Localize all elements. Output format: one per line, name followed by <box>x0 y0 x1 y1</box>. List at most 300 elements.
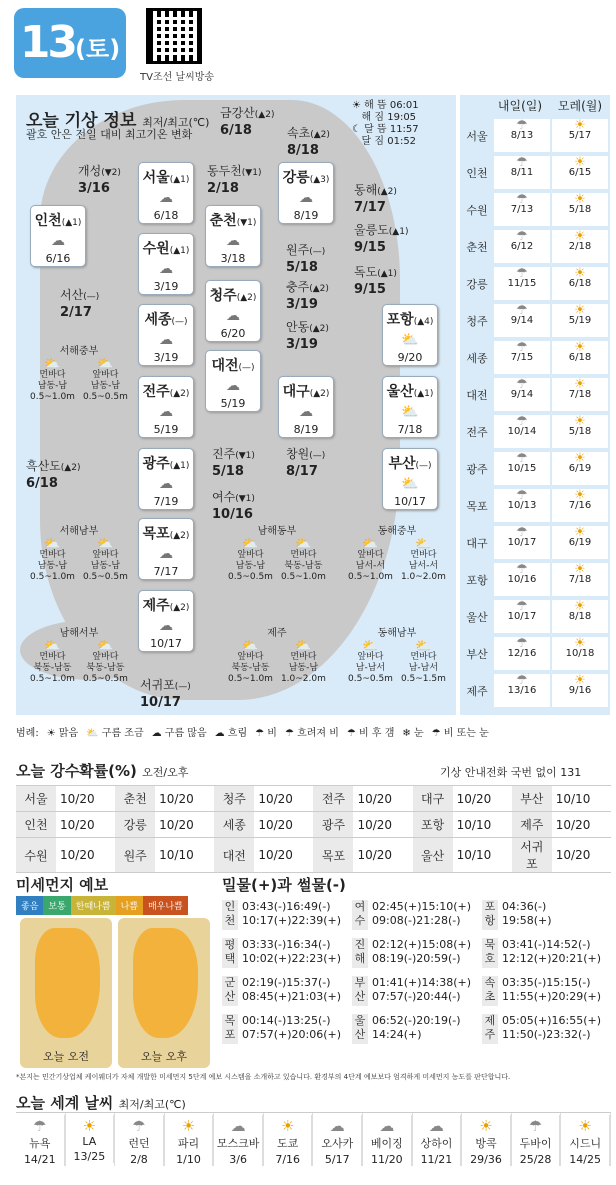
qr-caption: TV조선 날씨방송 <box>140 72 215 83</box>
forecast-temp: 10/16 <box>507 574 537 585</box>
world-city-name: 모스크바 <box>214 1133 263 1151</box>
precip-city: 원주 <box>115 838 155 873</box>
rain-icon: ☂ <box>516 636 528 651</box>
temp-change: (—) <box>309 451 326 461</box>
city-label-temp: 2/18 <box>207 181 239 196</box>
tide-times <box>372 900 471 928</box>
precip-value: 10/20 <box>254 812 313 838</box>
sea-title: 남해동부 <box>257 526 297 537</box>
forecast-city: 춘천 <box>466 240 488 254</box>
temp-change: (▲3) <box>309 175 330 185</box>
cloud-icon: ☁ <box>159 618 173 634</box>
tide-city-1: 부 <box>354 976 366 989</box>
sea-col <box>30 359 75 403</box>
city-card-temp: 3/19 <box>153 280 179 293</box>
tide-city <box>482 900 498 930</box>
sea-wave: 0.5~1.0m <box>280 572 326 582</box>
world-city-name: 방콕 <box>462 1133 511 1151</box>
city-card-temp: 10/17 <box>394 495 426 508</box>
temp-change: (▲2) <box>169 531 190 541</box>
forecast-cell <box>552 378 608 411</box>
tide-city <box>482 938 498 968</box>
sea-col <box>281 641 326 685</box>
city-card <box>138 162 194 224</box>
city-card-name: 목포(▲2) <box>142 526 190 542</box>
tide-city-1: 여 <box>354 900 366 913</box>
cloud-icon: ☁ <box>159 261 173 277</box>
forecast-temp: 9/14 <box>510 389 534 400</box>
city-label-name: 창원(—) <box>286 447 326 461</box>
dust-map-pm: 오늘 오후 <box>118 918 210 1068</box>
rain-icon: ☂ <box>516 488 528 503</box>
temp-change: (▲2) <box>309 324 329 334</box>
sun-icon: ☀ <box>574 340 586 355</box>
tide-times <box>242 900 341 928</box>
forecast-row <box>462 192 608 227</box>
city-label <box>60 288 99 320</box>
cloud-icon: ☁ <box>51 233 65 249</box>
world-city-name: 두바이 <box>512 1133 561 1151</box>
forecast-temp: 8/11 <box>510 167 534 178</box>
forecast-row <box>462 266 608 301</box>
world-city-temp: 3/6 <box>214 1151 263 1166</box>
temp-change: (—) <box>83 292 100 302</box>
tide-city <box>222 938 238 968</box>
tide-times <box>242 1014 341 1042</box>
precip-city: 부산 <box>512 786 552 812</box>
partly-cloudy-icon: ⛅ <box>415 537 432 552</box>
city-card-temp: 6/18 <box>153 209 179 222</box>
sea-wind: 북동-남동 <box>33 663 72 673</box>
partly-cloudy-icon: ⛅ <box>362 639 379 654</box>
city-label <box>286 320 329 352</box>
forecast-cell <box>494 304 550 337</box>
rain-icon: ☂ <box>516 599 528 614</box>
forecast-temp: 7/18 <box>568 574 592 585</box>
forecast-city: 울산 <box>466 610 488 624</box>
sea-col <box>228 641 273 685</box>
sea-zone: 앞바다 <box>357 652 384 662</box>
sea-zone: 앞바다 <box>92 550 119 560</box>
temp-change: (▲2) <box>254 110 275 120</box>
forecast-cell <box>552 452 608 485</box>
legend-item: ☂ 비 또는 눈 <box>431 728 489 739</box>
rain-icon: ☂ <box>16 1115 65 1133</box>
forecast-row <box>462 303 608 338</box>
cloud-icon: ☁ <box>159 476 173 492</box>
tide-times <box>372 938 471 966</box>
tide-city-1: 울 <box>354 1014 366 1027</box>
tide-line-1: 01:41(+)14:38(+) <box>372 976 471 989</box>
city-label-name: 독도(▲1) <box>354 265 397 279</box>
legend-item: ☀ 맑음 <box>46 728 79 739</box>
forecast-row <box>462 340 608 375</box>
city-card-name: 부산(—) <box>388 456 432 472</box>
sea-wind: 남동-남 <box>37 381 68 391</box>
sea-wave: 0.5~0.5m <box>82 572 128 582</box>
city-card <box>278 376 334 438</box>
city-label <box>354 183 397 215</box>
tide-times <box>372 976 471 1004</box>
world-weather <box>16 1112 611 1166</box>
sea-block <box>30 628 128 685</box>
tide-city-2: 산 <box>354 1028 366 1041</box>
precip-city: 서울 <box>16 786 56 812</box>
forecast-temp: 11/15 <box>507 278 537 289</box>
tide-title: 밀물(+)과 썰물(-) <box>222 876 346 894</box>
rain-icon: ☂ <box>516 451 528 466</box>
forecast-temp: 8/18 <box>568 611 592 622</box>
forecast-city: 광주 <box>466 462 488 476</box>
city-label-name: 여수(▼1) <box>212 490 255 504</box>
sea-row <box>348 641 446 685</box>
tide-line-1: 04:36(-) <box>502 900 547 913</box>
tide-city <box>482 976 498 1006</box>
tide-city-1: 묵 <box>484 938 496 951</box>
world-city <box>413 1113 463 1166</box>
sea-wave: 0.5~1.0m <box>30 392 75 402</box>
world-city <box>16 1113 66 1166</box>
precip-city: 수원 <box>16 838 56 873</box>
temp-change: (▲1) <box>169 461 190 471</box>
tide-line-2: 08:45(+)21:03(+) <box>242 990 341 1003</box>
forecast-row <box>462 673 608 708</box>
temp-change: (▲2) <box>169 603 190 613</box>
sun-icon: ☀ <box>574 377 586 392</box>
footnote: *본지는 민간기상업체 케이웨더가 자체 개발한 미세먼지 5단계 예보 시스템을 소개하고 있습니다. 환경부의 4단계 예보보다 엄격하게 미세먼지 농도를 판단합니다. <box>16 1073 511 1081</box>
city-card-temp: 8/19 <box>293 423 319 436</box>
tide-city-2: 해 <box>354 952 366 965</box>
forecast-temp: 6/12 <box>510 241 534 252</box>
forecast-cell <box>552 563 608 596</box>
precip-value: 10/20 <box>155 812 214 838</box>
forecast-temp: 7/13 <box>510 204 534 215</box>
sea-wave: 0.5~1.0m <box>228 674 273 684</box>
tide-times <box>502 938 601 966</box>
precip-row <box>16 838 611 873</box>
city-label-name: 충주(▲2) <box>286 280 329 294</box>
forecast-temp: 6/18 <box>568 352 592 363</box>
date-weekday: (토) <box>75 35 121 63</box>
sea-wind: 남동-남 <box>288 663 319 673</box>
cloud-icon: ☁ <box>214 1115 263 1133</box>
partly-cloudy-icon: ⛅ <box>401 404 419 420</box>
forecast-cell <box>494 119 550 152</box>
temp-change: (—) <box>309 247 326 257</box>
city-card <box>138 233 194 295</box>
sea-block <box>228 628 326 685</box>
sun-icon: ☀ <box>574 229 586 244</box>
tide-city-2: 초 <box>484 990 496 1003</box>
sea-wave: 0.5~1.0m <box>30 674 75 684</box>
forecast-cell <box>494 267 550 300</box>
tide-city-2: 산 <box>354 990 366 1003</box>
precip-city: 인천 <box>16 812 56 838</box>
map-title: 오늘 기상 정보 최저/최고(℃) <box>26 111 210 131</box>
sea-wave: 0.5~1.5m <box>400 674 446 684</box>
world-city-name: 파리 <box>165 1133 214 1151</box>
legend-item: ❄ 눈 <box>402 728 424 739</box>
city-card <box>205 205 261 267</box>
forecast-temp: 7/16 <box>568 500 592 511</box>
tide-line-1: 00:14(-)13:25(-) <box>242 1014 331 1027</box>
tide-city-2: 항 <box>484 914 496 927</box>
sun-icon: ☀ <box>574 155 586 170</box>
forecast-city: 서울 <box>466 129 488 143</box>
sea-wave: 0.5~0.5m <box>348 674 393 684</box>
forecast-cell <box>552 304 608 337</box>
sea-wave: 0.5~0.5m <box>228 572 273 582</box>
precip-row <box>16 786 611 812</box>
partly-cloudy-icon: ⛅ <box>44 537 61 552</box>
precip-value: 10/10 <box>453 812 512 838</box>
tide-line-1: 03:41(-)14:52(-) <box>502 938 591 951</box>
city-card-temp: 8/19 <box>293 209 319 222</box>
sea-row <box>228 539 326 583</box>
forecast-temp: 9/14 <box>510 315 534 326</box>
forecast-temp: 13/16 <box>507 685 537 696</box>
sea-row <box>30 539 128 583</box>
tide-city-2: 산 <box>224 990 236 1003</box>
sun-icon: ☀ <box>574 303 586 318</box>
temp-change: (▼1) <box>235 451 255 461</box>
world-city-temp: 11/20 <box>363 1151 412 1166</box>
city-label-name: 동두천(▼1) <box>207 164 262 178</box>
sea-title: 서해중부 <box>59 346 99 357</box>
forecast-cell <box>552 193 608 226</box>
tide-city-2: 호 <box>484 952 496 965</box>
precip-value: 10/20 <box>353 838 412 873</box>
tide-city-2: 천 <box>224 914 236 927</box>
forecast-row <box>462 636 608 671</box>
rain-icon: ☂ <box>516 673 528 688</box>
tide-city-2: 수 <box>354 914 366 927</box>
tide-city-1: 군 <box>224 976 236 989</box>
tide-city <box>222 976 238 1006</box>
city-card-temp: 10/17 <box>150 637 182 650</box>
world-city-temp: 25/28 <box>512 1151 561 1166</box>
city-label-name: 동해(▲2) <box>354 183 397 197</box>
map-subtitle: 괄호 안은 전일 대비 최고기온 변화 <box>26 128 193 141</box>
world-city-name: 도쿄 <box>264 1133 313 1151</box>
city-card-name: 강릉(▲3) <box>282 170 330 186</box>
city-card <box>138 376 194 438</box>
sea-row <box>228 641 326 685</box>
dust-level: 한때나쁨 <box>71 896 116 915</box>
tide-line-1: 03:43(-)16:49(-) <box>242 900 331 913</box>
tide-city-2: 주 <box>484 1028 496 1041</box>
partly-cloudy-icon: ⛅ <box>242 537 259 552</box>
city-card-name: 대구(▲2) <box>282 384 330 400</box>
cloud-icon: ☁ <box>299 404 313 420</box>
world-city-temp: 14/25 <box>561 1151 610 1166</box>
world-city <box>115 1113 165 1166</box>
rain-icon: ☂ <box>512 1115 561 1133</box>
tide-line-1: 02:12(+)15:08(+) <box>372 938 471 951</box>
forecast-cell <box>494 341 550 374</box>
partly-cloudy-icon: ⛅ <box>295 537 312 552</box>
forecast-cell <box>552 600 608 633</box>
city-card <box>138 518 194 580</box>
cloud-icon: ☁ <box>159 404 173 420</box>
forecast-temp: 10/17 <box>507 537 537 548</box>
temp-change: (▲2) <box>169 389 190 399</box>
sea-row <box>348 539 446 583</box>
precip-city: 세종 <box>214 812 254 838</box>
forecast-cell <box>494 378 550 411</box>
precip-table <box>16 785 611 873</box>
precip-city: 광주 <box>313 812 353 838</box>
sea-wind: 남서-서 <box>408 561 439 571</box>
forecast-cell <box>552 119 608 152</box>
forecast-cell <box>494 526 550 559</box>
forecast-temp: 10/14 <box>507 426 537 437</box>
city-card-name: 광주(▲1) <box>142 456 190 472</box>
qr-code-icon[interactable] <box>146 8 202 64</box>
forecast-cell <box>552 415 608 448</box>
sea-col <box>83 539 128 583</box>
forecast-cell <box>494 637 550 670</box>
sea-wind: 남서-서 <box>355 561 386 571</box>
city-label-temp: 9/15 <box>354 282 386 297</box>
legend-item: ⛅ 구름 조금 <box>86 728 144 739</box>
city-label-temp: 6/18 <box>26 476 58 491</box>
forecast-city: 강릉 <box>466 277 488 291</box>
forecast-cell <box>494 563 550 596</box>
rain-icon: ☂ <box>516 229 528 244</box>
sea-col <box>348 539 393 583</box>
tide-times <box>502 1014 601 1042</box>
city-card <box>138 304 194 366</box>
city-card <box>382 304 438 366</box>
forecast-row <box>462 414 608 449</box>
legend-item: ☂ 흐려져 비 <box>284 728 339 739</box>
city-card <box>138 448 194 510</box>
sea-wave: 1.0~2.0m <box>400 572 446 582</box>
forecast-cell <box>552 230 608 263</box>
sea-wind: 북동-남동 <box>231 663 270 673</box>
sun-icon: ☀ <box>561 1115 610 1133</box>
forecast-row <box>462 525 608 560</box>
city-card-name: 전주(▲2) <box>142 384 190 400</box>
city-card-temp: 7/19 <box>153 495 179 508</box>
tide-times <box>502 900 552 928</box>
city-card-name: 수원(▲1) <box>142 241 190 257</box>
cloud-icon: ☁ <box>159 190 173 206</box>
sun-icon: ☀ <box>574 562 586 577</box>
world-city-name: 오사카 <box>313 1133 362 1151</box>
forecast-temp: 10/17 <box>507 611 537 622</box>
city-card <box>205 350 261 412</box>
world-city <box>561 1113 611 1166</box>
rain-icon: ☂ <box>516 525 528 540</box>
city-label-temp: 2/17 <box>60 305 92 320</box>
tide-line-2: 10:17(+)22:39(+) <box>242 914 341 927</box>
temp-change: (▲1) <box>169 246 190 256</box>
forecast-city: 부산 <box>466 647 488 661</box>
city-card-name: 인천(▲1) <box>34 213 82 229</box>
city-label-temp: 9/15 <box>354 240 386 255</box>
world-city-name: 런던 <box>115 1133 164 1151</box>
precip-city: 춘천 <box>115 786 155 812</box>
tide-city-1: 목 <box>224 1014 236 1027</box>
tide-city <box>352 1014 368 1044</box>
precip-value: 10/20 <box>353 812 412 838</box>
forecast-row <box>462 599 608 634</box>
world-city-temp: 11/21 <box>413 1151 462 1166</box>
tide-line-2: 08:19(-)20:59(-) <box>372 952 461 965</box>
temp-change: (▲2) <box>236 293 257 303</box>
city-label-name: 개성(▼2) <box>78 164 121 178</box>
precip-value: 10/20 <box>254 838 313 873</box>
dust-map-am: 오늘 오전 <box>20 918 112 1068</box>
forecast-temp: 12/16 <box>507 648 537 659</box>
forecast-row <box>462 377 608 412</box>
city-label-temp: 5/18 <box>212 464 244 479</box>
forecast-city: 목포 <box>466 499 488 513</box>
tide-times <box>502 976 601 1004</box>
forecast-city: 인천 <box>466 166 488 180</box>
temp-change: (▲1) <box>61 218 82 228</box>
city-label-name: 서귀포(—) <box>140 678 191 692</box>
sea-row <box>30 641 128 685</box>
partly-cloudy-icon: ⛅ <box>97 639 114 654</box>
forecast-temp: 8/13 <box>510 130 534 141</box>
city-card-name: 서울(▲1) <box>142 170 190 186</box>
sea-zone: 앞바다 <box>357 550 384 560</box>
tide-line-2: 07:57(-)20:44(-) <box>372 990 461 1003</box>
sea-block <box>30 526 128 583</box>
forecast-temp: 9/16 <box>568 685 592 696</box>
world-city-name: 뉴욕 <box>16 1133 65 1151</box>
city-card-name: 대전(—) <box>211 358 255 374</box>
precip-value: 10/10 <box>552 786 611 812</box>
city-label <box>212 447 255 479</box>
tide-city-1: 진 <box>354 938 366 951</box>
precip-city: 청주 <box>214 786 254 812</box>
forecast-cell <box>552 637 608 670</box>
forecast-row <box>462 155 608 190</box>
rain-icon: ☂ <box>115 1115 164 1133</box>
precip-city: 대구 <box>413 786 453 812</box>
tide-city-1: 속 <box>484 976 496 989</box>
city-label-temp: 8/17 <box>286 464 318 479</box>
partly-cloudy-icon: ⛅ <box>362 537 379 552</box>
city-label <box>220 106 274 138</box>
city-label-temp: 3/19 <box>286 337 318 352</box>
precip-value: 10/20 <box>353 786 412 812</box>
sea-block <box>30 346 128 403</box>
dust-title: 미세먼지 예보 <box>16 876 109 894</box>
precip-city: 제주 <box>512 812 552 838</box>
rain-icon: ☂ <box>516 266 528 281</box>
tide-line-2: 11:55(+)20:29(+) <box>502 990 601 1003</box>
city-label-name: 원주(—) <box>286 243 326 257</box>
sun-icon: ☀ <box>574 414 586 429</box>
sea-zone: 앞바다 <box>92 652 119 662</box>
world-city <box>512 1113 562 1166</box>
sea-wave: 0.5~1.0m <box>348 572 393 582</box>
sea-col <box>30 641 75 685</box>
sea-title: 동해중부 <box>377 526 417 537</box>
forecast-cell <box>494 230 550 263</box>
sea-col <box>281 539 326 583</box>
partly-cloudy-icon: ⛅ <box>401 332 419 348</box>
sea-wind: 남동-남 <box>235 561 266 571</box>
temp-change: (▲2) <box>309 389 330 399</box>
city-label-name: 울릉도(▲1) <box>354 223 409 237</box>
dust-level: 매우나쁨 <box>143 896 188 915</box>
